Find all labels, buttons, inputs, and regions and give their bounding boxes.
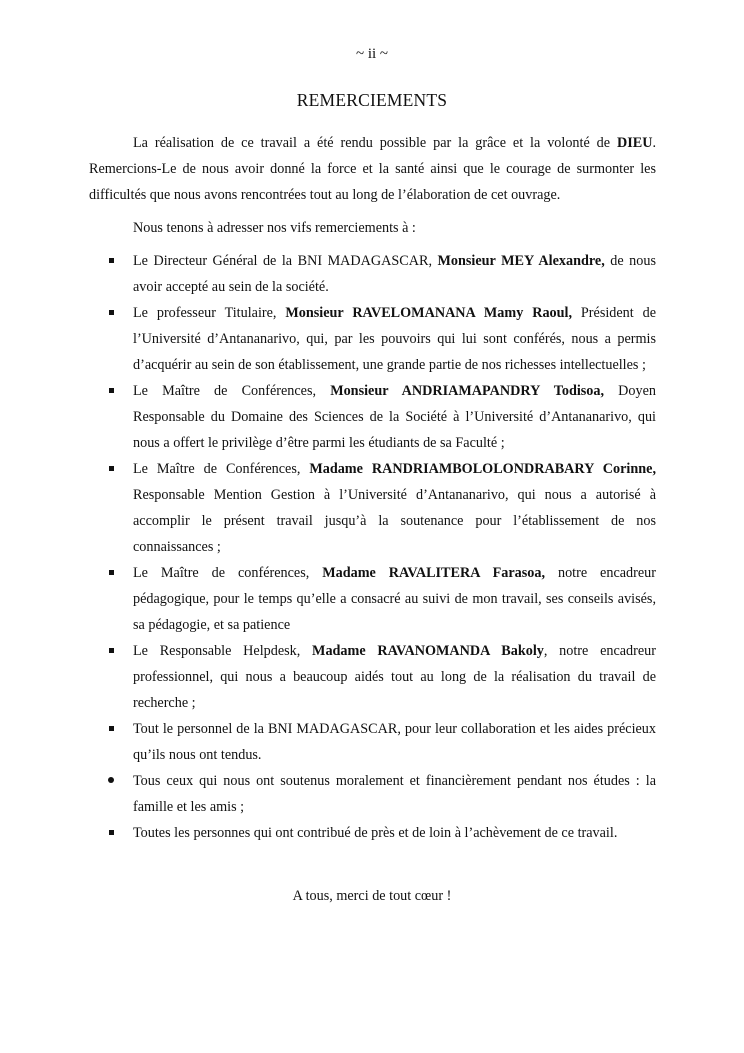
list-item: Le professeur Titulaire, Monsieur RAVELOMANANA Mamy Raoul, Président de l’Université d’Antananarivo, qui, par les pouvoirs qui lui sont conférés, nous a permis d’acquérir au sein de son établissement, une grande partie de nos richesses intellectuelles ; [89,300,656,378]
list-item: Toutes les personnes qui ont contribué de près et de loin à l’achèvement de ce travail. [89,820,656,846]
intro-bold: DIEU [616,135,653,151]
list-item: Le Maître de conférences, Madame RAVALITERA Farasoa, notre encadreur pédagogique, pour le temps qu’elle a consacré au suivi de mon travail, ses conseils avisés, sa pédagogie, et sa patience [89,560,656,638]
list-item: Tout le personnel de la BNI MADAGASCAR, pour leur collaboration et les aides précieux qu’ils nous ont tendus. [89,716,656,768]
list-item: Le Maître de Conférences, Monsieur ANDRIAMAPANDRY Todisoa, Doyen Responsable du Domaine des Sciences de la Société à l’Université d’Antananarivo, qui nous a offert le privilège d’être parmi les étudiants de sa Faculté ; [89,378,656,456]
closing-line: A tous, merci de tout cœur ! [292,888,452,904]
square-bullet-icon [109,570,114,575]
document-body [89,130,656,846]
list-item: Le Responsable Helpdesk, Madame RAVANOMANDA Bakoly, notre encadreur professionnel, qui nous a beaucoup aidés tout au long de la réalisation du travail de recherche ; [89,638,656,716]
round-bullet-icon [108,777,114,783]
list-item: Le Maître de Conférences, Madame RANDRIAMBOLOLONDRABARY Corinne, Responsable Mention Gestion à l’Université d’Antananarivo, qui nous a autorisé à accomplir le présent travail jusqu’à la soutenance pour l’établissement de nos connaissances ; [89,456,656,560]
square-bullet-icon [109,310,114,315]
acknowledgement-list [89,248,656,846]
square-bullet-icon [109,466,114,471]
intro-paragraph [89,130,656,208]
square-bullet-icon [109,726,114,731]
square-bullet-icon [109,830,114,835]
square-bullet-icon [109,258,114,263]
square-bullet-icon [109,648,114,653]
list-item: Tous ceux qui nous ont soutenus moralement et financièrement pendant nos études : la famille et les amis ; [89,768,656,820]
lead-in: Nous tenons à adresser nos vifs remerciements à : [133,220,416,236]
intro-text-end: . Remercions-Le de nous avoir donné la force et la santé ainsi que le courage de surmonter les difficultés que nous avons rencontrées tout au long de l’élaboration de cet ouvrage. [89,135,656,203]
page-title: REMERCIEMENTS [296,90,448,110]
list-item: Le Directeur Général de la BNI MADAGASCAR, Monsieur MEY Alexandre, de nous avoir accepté au sein de la société. [89,248,656,300]
intro-text: La réalisation de ce travail a été rendu possible par la grâce et la volonté de [133,135,617,151]
square-bullet-icon [109,388,114,393]
page-number: ~ ii ~ [355,46,389,62]
